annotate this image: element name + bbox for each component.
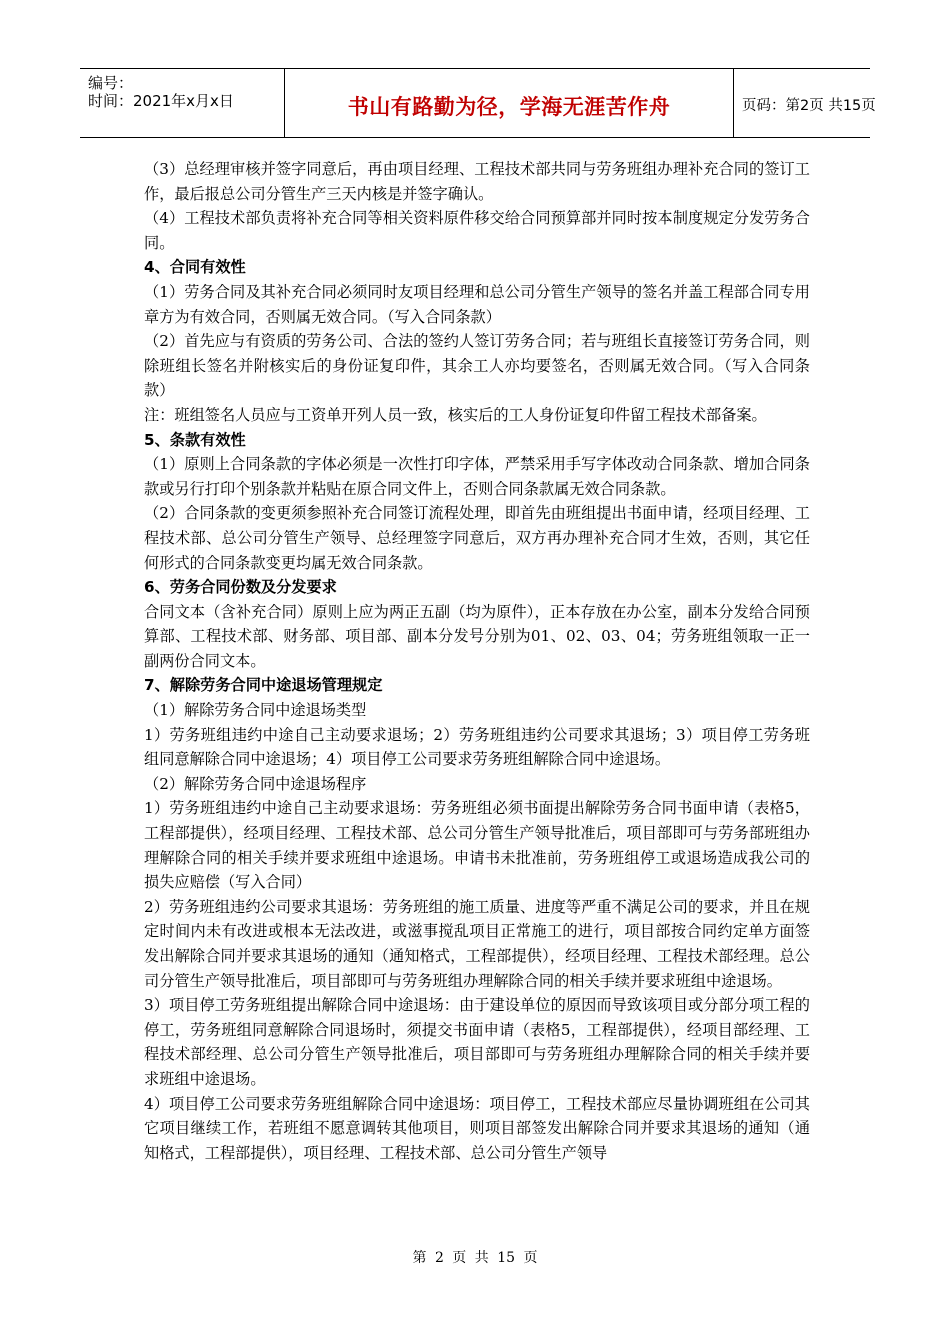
section-heading: 4、合同有效性 bbox=[144, 258, 246, 277]
section-heading: 6、劳务合同份数及分发要求 bbox=[144, 578, 337, 597]
paragraph: （2）首先应与有资质的劳务公司、合法的签约人签订劳务合同；若与班组长直接签订劳务合同，则除班组长签名并附核实后的身份证复印件，其余工人亦均要签名，否则属无效合同。（写入合同条款） bbox=[144, 332, 810, 400]
date-line: 时间：2021年x月x日 bbox=[88, 92, 234, 110]
paragraph: 2）劳务班组违约公司要求其退场：劳务班组的施工质量、进度等严重不满足公司的要求，并且在规定时间内未有改进或根本无法改进，或滋事搅乱项目正常施工的进行，项目部按合同约定单方面签发出解除合同并要求其退场的通知（通知格式，工程部提供），经项目经理、工程技术部经理。总公司分管生产领导批准后，项目部即可与劳务班组办理解除合同的相关手续并要求班组中途退场。 bbox=[144, 897, 810, 990]
paragraph: （4）工程技术部负责将补充合同等相关资料原件移交给合同预算部并同时按本制度规定分发劳务合同。 bbox=[144, 209, 810, 252]
paragraph: 1）劳务班组违约中途自己主动要求退场：劳务班组必须书面提出解除劳务合同书面申请（表格5，工程部提供），经项目经理、工程技术部、总公司分管生产领导批准后，项目部即可与劳务部班组办理解除合同的相关手续并要求班组中途退场。申请书未批准前，劳务班组停工或退场造成我公司的损失应赔偿（写入合同） bbox=[144, 799, 810, 892]
page-footer: 第 2 页 共 15 页 bbox=[412, 1250, 538, 1266]
section-heading: 7、解除劳务合同中途退场管理规定 bbox=[144, 676, 383, 695]
header-motto-cell bbox=[285, 69, 734, 137]
paragraph: 4）项目停工公司要求劳务班组解除合同中途退场：项目停工，工程技术部应尽量协调班组在公司其它项目继续工作，若班组不愿意调转其他项目，则项目部签发出解除合同并要求其退场的通知（通知格式，工程部提供），项目经理、工程技术部、总公司分管生产领导 bbox=[144, 1094, 810, 1162]
paragraph: （2）解除劳务合同中途退场程序 bbox=[144, 774, 367, 793]
header-meta-cell bbox=[80, 69, 285, 137]
paragraph: 注：班组签名人员应与工资单开列人员一致，核实后的工人身份证复印件留工程技术部备案。 bbox=[144, 405, 767, 424]
paragraph: （1）解除劳务合同中途退场类型 bbox=[144, 701, 367, 720]
paragraph: （1）原则上合同条款的字体必须是一次性打印字体，严禁采用手写字体改动合同条款、增加合同条款或另行打印个别条款并粘贴在原合同文件上，否则合同条款属无效合同条款。 bbox=[144, 455, 810, 498]
document-body bbox=[144, 157, 810, 1165]
section-heading: 5、条款有效性 bbox=[144, 430, 246, 449]
header-page-cell bbox=[734, 69, 876, 137]
paragraph: 合同文本（含补充合同）原则上应为两正五副（均为原件），正本存放在办公室，副本分发给合同预算部、工程技术部、财务部、项目部、副本分发号分别为01、02、03、04；劳务班组领取一正一副两份合同文本。 bbox=[144, 602, 810, 670]
paragraph: （1）劳务合同及其补充合同必须同时友项目经理和总公司分管生产领导的签名并盖工程部合同专用章方为有效合同，否则属无效合同。（写入合同条款） bbox=[144, 282, 810, 326]
paragraph: （2）合同条款的变更须参照补充合同签订流程处理，即首先由班组提出书面申请，经项目经理、工程技术部、总公司分管生产领导、总经理签字同意后，双方再办理补充合同才生效，否则，其它任何形式的合同条款变更均属无效合同条款。 bbox=[144, 504, 810, 572]
paragraph: 1）劳务班组违约中途自己主动要求退场；2）劳务班组违约公司要求其退场；3）项目停工劳务班组同意解除合同中途退场；4）项目停工公司要求劳务班组解除合同中途退场。 bbox=[144, 725, 810, 769]
paragraph: 3）项目停工劳务班组提出解除合同中途退场：由于建设单位的原因而导致该项目或分部分项工程的停工，劳务班组同意解除合同退场时，须提交书面申请（表格5，工程部提供），经项目部经理、工程技术部经理、总公司分管生产领导批准后，项目部即可与劳务班组办理解除合同的相关手续并要求班组中途退场。 bbox=[144, 996, 810, 1088]
page-header bbox=[80, 68, 876, 138]
paragraph: （3）总经理审核并签字同意后，再由项目经理、工程技术部共同与劳务班组办理补充合同的签订工作，最后报总公司分管生产三天内核是并签字确认。 bbox=[144, 160, 810, 203]
header-page-info: 页码：第2页 共15页 bbox=[742, 98, 876, 114]
header-motto: 书山有路勤为径，学海无涯苦作舟 bbox=[347, 95, 671, 119]
doc-number-label: 编号： bbox=[88, 74, 134, 92]
